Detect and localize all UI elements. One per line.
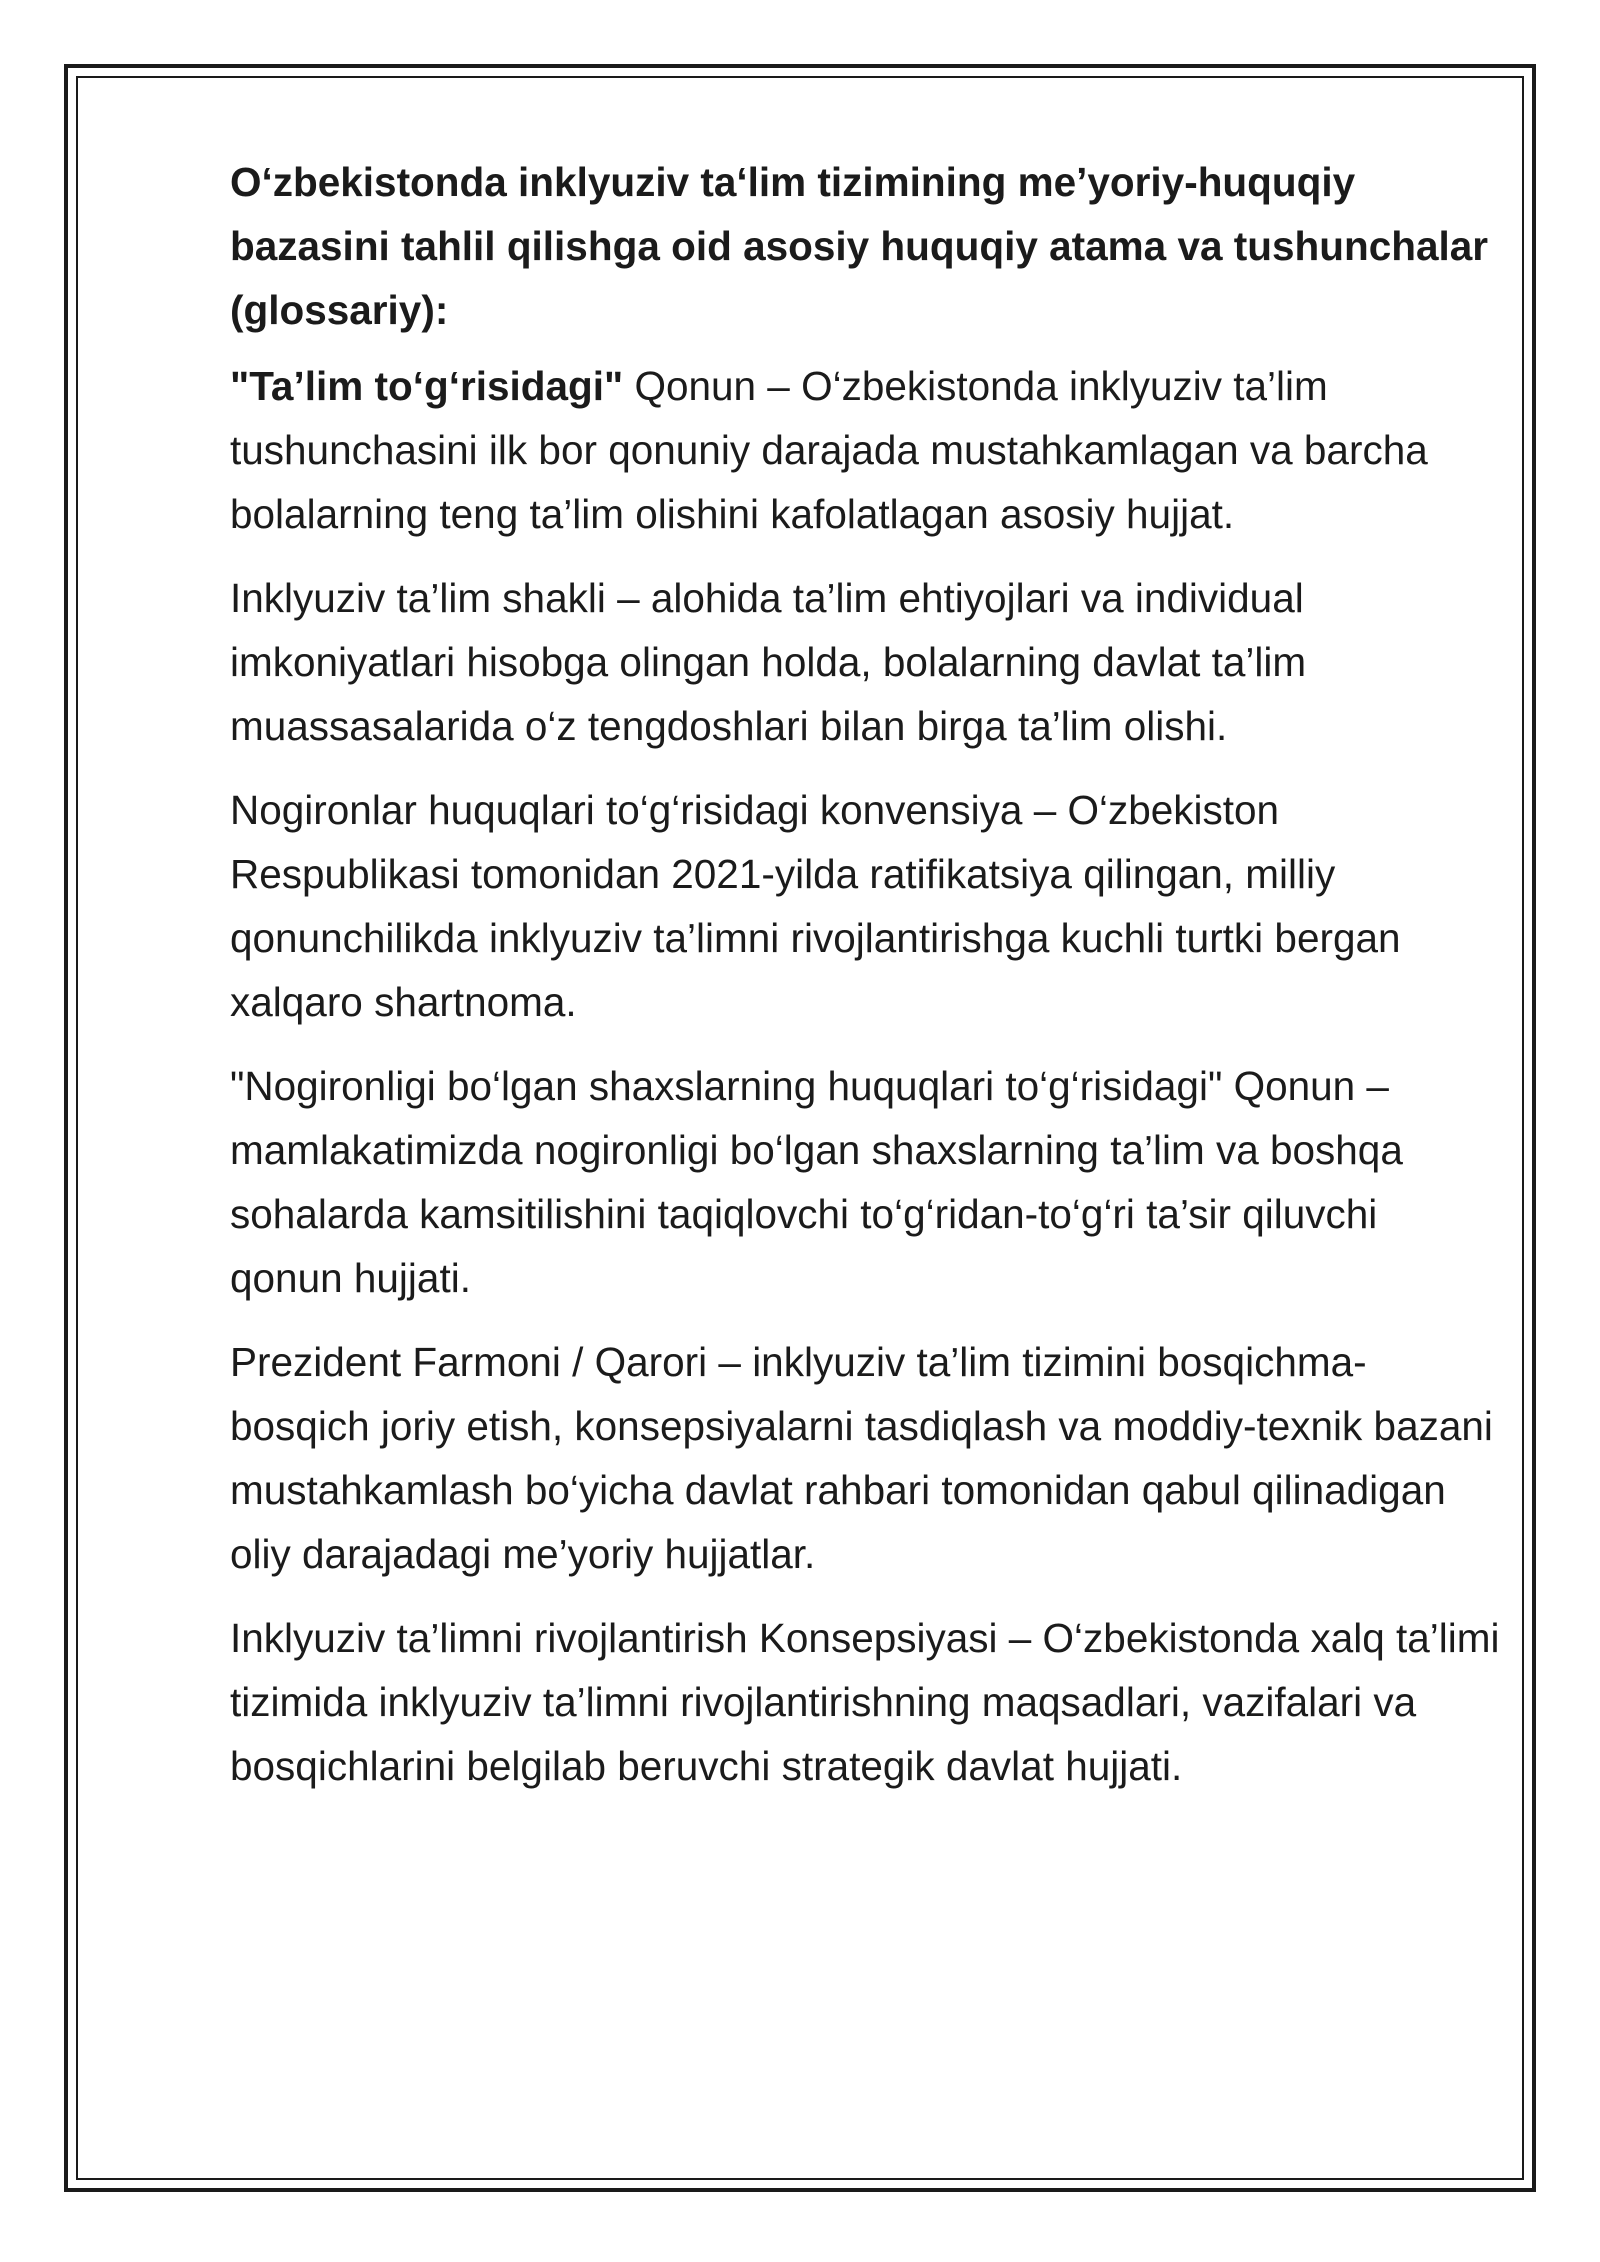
document-body [230, 150, 1500, 1818]
glossary-entry [230, 354, 1500, 546]
glossary-entry: Prezident Farmoni / Qarori – inklyuziv ta’lim tizimini bosqichma-bosqich joriy etish, konsepsiyalarni tasdiqlash va moddiy-texnik bazani mustahkamlash bo‘yicha davlat rahbari tomonidan qabul qilinadigan oliy darajadagi me’yoriy hujjatlar. [230, 1339, 1493, 1577]
glossary-entry: Nogironlar huquqlari to‘g‘risidagi konvensiya – O‘zbekiston Respublikasi tomonidan 2021-yilda ratifikatsiya qilingan, milliy qonunchilikda inklyuziv ta’limni rivojlantirishga kuchli turtki bergan xalqaro shartnoma. [230, 787, 1401, 1025]
glossary-entry: Inklyuziv ta’lim shakli – alohida ta’lim ehtiyojlari va individual imkoniyatlari hisobga olingan holda, bolalarning davlat ta’lim muassasalarida o‘z tengdoshlari bilan birga ta’lim olishi. [230, 575, 1307, 749]
glossary-entry: Inklyuziv ta’limni rivojlantirish Konsepsiyasi – O‘zbekistonda xalq ta’limi tizimida inklyuziv ta’limni rivojlantirishning maqsadlari, vazifalari va bosqichlarini belgilab beruvchi strategik davlat hujjati. [230, 1615, 1500, 1789]
glossary-entry: "Nogironligi bo‘lgan shaxslarning huquqlari to‘g‘risidagi" Qonun – mamlakatimizda nogironligi bo‘lgan shaxslarning ta’lim va boshqa sohalarda kamsitilishini taqiqlovchi to‘g‘ridan-to‘g‘ri ta’sir qiluvchi qonun hujjati. [230, 1063, 1403, 1301]
glossary-term: "Ta’lim to‘g‘risidagi" [230, 363, 624, 409]
glossary-definition: Qonun – O‘zbekistonda inklyuziv ta’lim tushunchasini ilk bor qonuniy darajada mustahkamlagan va barcha bolalarning teng ta’lim olishini kafolatlagan asosiy hujjat. [230, 363, 1428, 537]
document-heading: O‘zbekistonda inklyuziv ta‘lim tizimining me’yoriy-huquqiy bazasini tahlil qilishga oid asosiy huquqiy atama va tushunchalar (glossariy): [230, 159, 1489, 333]
